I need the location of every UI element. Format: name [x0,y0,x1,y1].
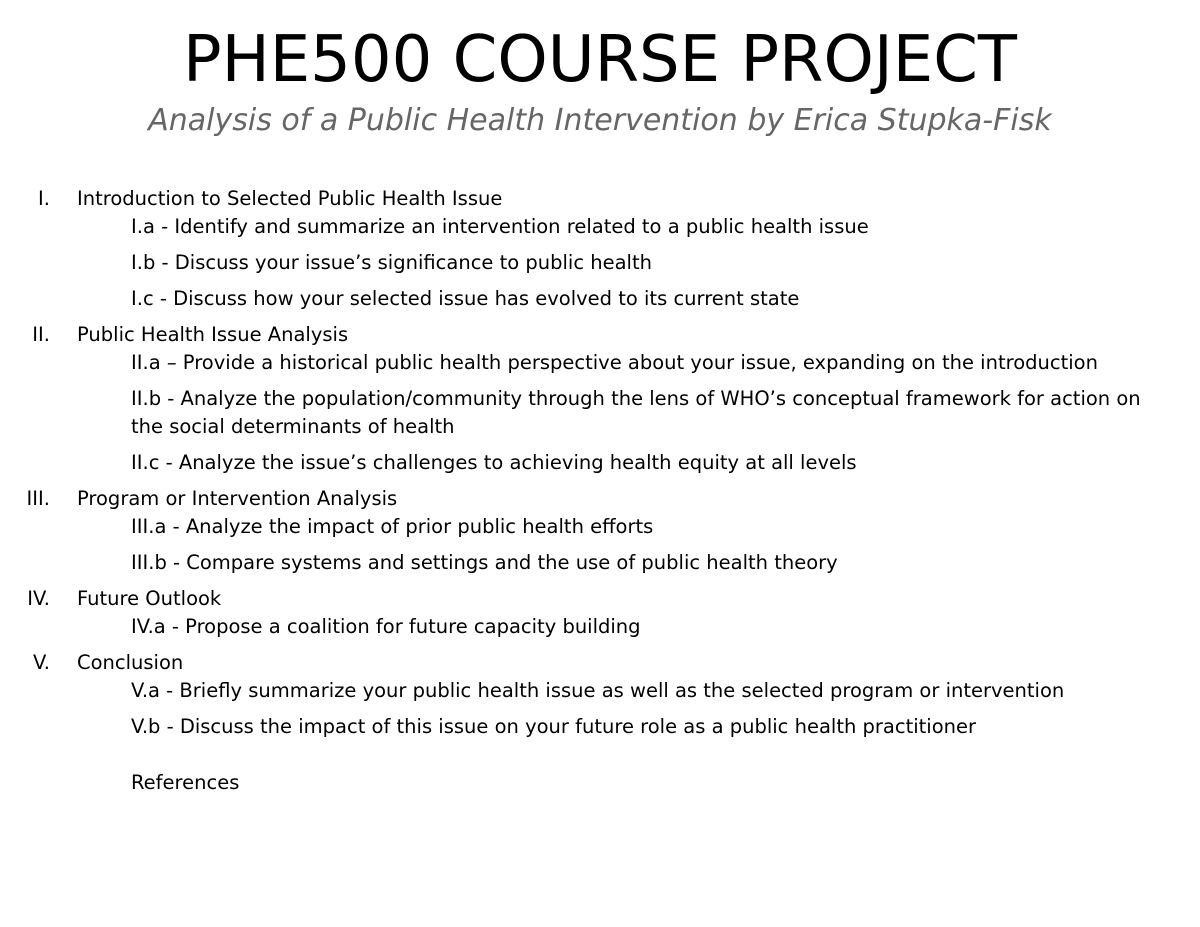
section-title: Future Outlook [77,587,222,610]
section-title: Public Health Issue Analysis [77,323,349,346]
outline-subitem: II.b - Analyze the population/community through the lens of WHO’s conceptual framework for action on the social determinants of health [131,387,1141,438]
outline-subitem: V.a - Briefly summarize your public health issue as well as the selected program or intervention [131,679,1065,702]
section-heading [0,185,1200,213]
outline [0,185,1200,797]
section-list [0,185,1200,741]
outline-subitem: III.a - Analyze the impact of prior public health efforts [131,515,654,538]
outline-subitem: II.c - Analyze the issue’s challenges to achieving health equity at all levels [131,451,857,474]
section-heading [0,649,1200,677]
section-title: Program or Intervention Analysis [77,487,398,510]
page-subtitle: Analysis of a Public Health Intervention by Erica Stupka-Fisk [148,103,1052,138]
outline-section-4 [0,585,1200,641]
references-heading: References [131,771,240,794]
section-numeral: II. [32,323,50,346]
outline-section-1 [0,185,1200,313]
outline-section-3 [0,485,1200,577]
outline-subitem: I.c - Discuss how your selected issue has evolved to its current state [131,287,800,310]
section-numeral: IV. [27,587,50,610]
outline-section-2 [0,321,1200,477]
section-heading [0,585,1200,613]
section-heading [0,321,1200,349]
section-heading [0,485,1200,513]
page-title: PHE500 COURSE PROJECT [183,23,1017,97]
section-numeral: I. [38,187,50,210]
outline-subitem: IV.a - Propose a coalition for future capacity building [131,615,641,638]
outline-subitem: I.b - Discuss your issue’s significance to public health [131,251,652,274]
outline-section-5 [0,649,1200,741]
outline-subitem: III.b - Compare systems and settings and the use of public health theory [131,551,838,574]
section-numeral: V. [32,651,50,674]
section-title: Conclusion [77,651,184,674]
outline-subitem: V.b - Discuss the impact of this issue on your future role as a public health practitioner [131,715,977,738]
outline-subitem: II.a – Provide a historical public health perspective about your issue, expanding on the introduction [131,351,1098,374]
section-numeral: III. [26,487,50,510]
section-title: Introduction to Selected Public Health Issue [77,187,503,210]
outline-subitem: I.a - Identify and summarize an intervention related to a public health issue [131,215,869,238]
